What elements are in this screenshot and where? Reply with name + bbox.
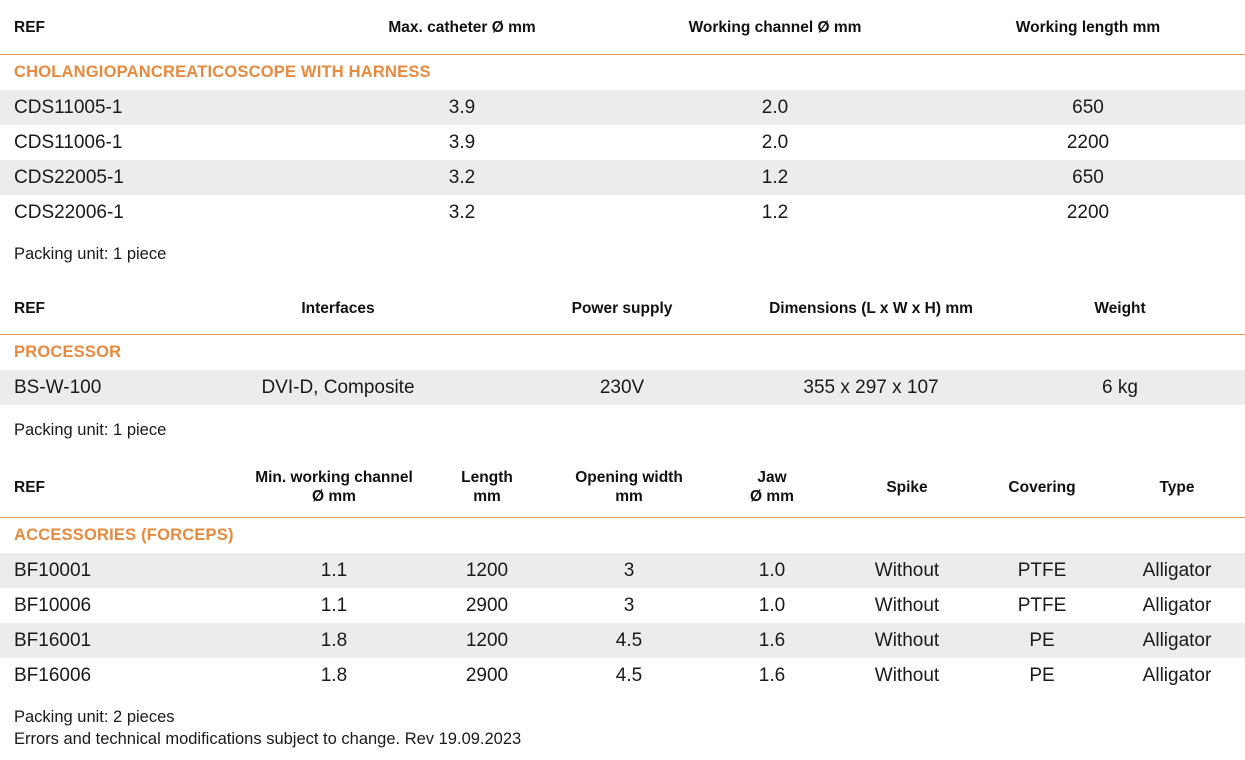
ref-cell: BF10001 [14, 560, 92, 581]
catheter-cell: 3.9 [448, 97, 476, 118]
ref-cell: CDS11005-1 [14, 97, 123, 118]
forceps-header-spike: Spike [886, 479, 928, 496]
type-cell: Alligator [1142, 595, 1212, 616]
jaw-cell: 1.0 [758, 560, 786, 581]
type-cell: Alligator [1142, 665, 1212, 686]
forceps-header-min-working-channel-line2: Ø mm [312, 488, 356, 505]
jaw-cell: 1.0 [758, 595, 786, 616]
forceps-category-title: ACCESSORIES (FORCEPS) [14, 526, 234, 544]
type-cell: Alligator [1142, 630, 1212, 651]
table-row [0, 588, 1245, 623]
covering-cell: PTFE [1017, 595, 1067, 616]
min-working-channel-cell: 1.1 [320, 560, 348, 581]
forceps-header-row [0, 458, 1245, 518]
forceps-header-ref: REF [14, 479, 45, 496]
opening-width-cell: 4.5 [615, 630, 643, 651]
length-cell: 2900 [465, 595, 509, 616]
scopes-header-row [0, 0, 1245, 55]
working-length-cell: 650 [1072, 97, 1104, 118]
working-channel-cell: 2.0 [761, 97, 789, 118]
forceps-header-length-line1: Length [461, 469, 513, 486]
processor-header-weight: Weight [1094, 300, 1146, 317]
jaw-cell: 1.6 [758, 665, 786, 686]
length-cell: 1200 [465, 560, 509, 581]
forceps-header-covering: Covering [1008, 479, 1076, 496]
min-working-channel-cell: 1.1 [320, 595, 348, 616]
table-row [0, 195, 1245, 230]
forceps-header-opening-width [549, 468, 709, 506]
working-channel-cell: 1.2 [761, 167, 789, 188]
spike-cell: Without [874, 560, 940, 581]
catheter-cell: 3.9 [448, 132, 476, 153]
ref-cell: BF10006 [14, 595, 92, 616]
working-length-cell: 2200 [1066, 132, 1110, 153]
forceps-header-jaw-line1: Jaw [757, 469, 787, 486]
table-row [0, 370, 1245, 405]
forceps-header-jaw [722, 468, 822, 506]
dimensions-cell: 355 x 297 x 107 [803, 377, 939, 398]
working-channel-cell: 2.0 [761, 132, 789, 153]
type-cell: Alligator [1142, 560, 1212, 581]
forceps-header-length [437, 468, 537, 506]
working-length-cell: 2200 [1066, 202, 1110, 223]
working-channel-cell: 1.2 [761, 202, 789, 223]
processor-category-title: PROCESSOR [14, 343, 122, 361]
scopes-header-ref: REF [14, 19, 45, 36]
ref-cell: CDS11006-1 [14, 132, 123, 153]
min-working-channel-cell: 1.8 [320, 665, 348, 686]
forceps-packing-unit: Packing unit: 2 pieces [14, 708, 175, 726]
processor-header-ref: REF [14, 300, 45, 317]
processor-header-row [0, 285, 1245, 335]
ref-cell: BF16006 [14, 665, 92, 686]
working-length-cell: 650 [1072, 167, 1104, 188]
ref-cell: CDS22005-1 [14, 167, 124, 188]
scopes-header-catheter: Max. catheter Ø mm [388, 19, 536, 36]
scopes-packing-unit: Packing unit: 1 piece [14, 245, 167, 263]
catheter-cell: 3.2 [448, 202, 476, 223]
scopes-header-working-length: Working length mm [1015, 19, 1161, 36]
ref-cell: CDS22006-1 [14, 202, 124, 223]
min-working-channel-cell: 1.8 [320, 630, 348, 651]
weight-cell: 6 kg [1102, 377, 1138, 398]
opening-width-cell: 4.5 [615, 665, 643, 686]
interfaces-cell: DVI-D, Composite [261, 377, 415, 398]
processor-header-interfaces: Interfaces [301, 300, 375, 317]
covering-cell: PTFE [1017, 560, 1067, 581]
spike-cell: Without [874, 665, 940, 686]
forceps-header-min-working-channel-line1: Min. working channel [255, 469, 413, 486]
forceps-header-type: Type [1159, 479, 1195, 496]
table-row [0, 125, 1245, 160]
covering-cell: PE [1029, 630, 1055, 651]
jaw-cell: 1.6 [758, 630, 786, 651]
table-row [0, 658, 1245, 693]
table-row [0, 160, 1245, 195]
length-cell: 1200 [465, 630, 509, 651]
footer-disclaimer: Errors and technical modifications subject to change. Rev 19.09.2023 [14, 730, 522, 748]
processor-header-power-supply: Power supply [571, 300, 673, 317]
table-row [0, 553, 1245, 588]
opening-width-cell: 3 [623, 595, 635, 616]
power-supply-cell: 230V [599, 377, 645, 398]
forceps-header-opening-width-line2: mm [615, 488, 643, 505]
spike-cell: Without [874, 595, 940, 616]
scopes-category-title: CHOLANGIOPANCREATICOSCOPE WITH HARNESS [14, 63, 431, 81]
ref-cell: BF16001 [14, 630, 92, 651]
table-row [0, 623, 1245, 658]
forceps-header-jaw-line2: Ø mm [750, 488, 794, 505]
forceps-header-min-working-channel [234, 468, 434, 506]
opening-width-cell: 3 [623, 560, 635, 581]
processor-header-dimensions: Dimensions (L x W x H) mm [769, 300, 973, 317]
ref-cell: BS-W-100 [14, 377, 102, 398]
spike-cell: Without [874, 630, 940, 651]
length-cell: 2900 [465, 665, 509, 686]
processor-packing-unit: Packing unit: 1 piece [14, 421, 167, 439]
scopes-header-working-channel: Working channel Ø mm [688, 19, 862, 36]
forceps-header-opening-width-line1: Opening width [575, 469, 683, 486]
covering-cell: PE [1029, 665, 1055, 686]
forceps-header-length-line2: mm [473, 488, 501, 505]
table-row [0, 90, 1245, 125]
catheter-cell: 3.2 [448, 167, 476, 188]
